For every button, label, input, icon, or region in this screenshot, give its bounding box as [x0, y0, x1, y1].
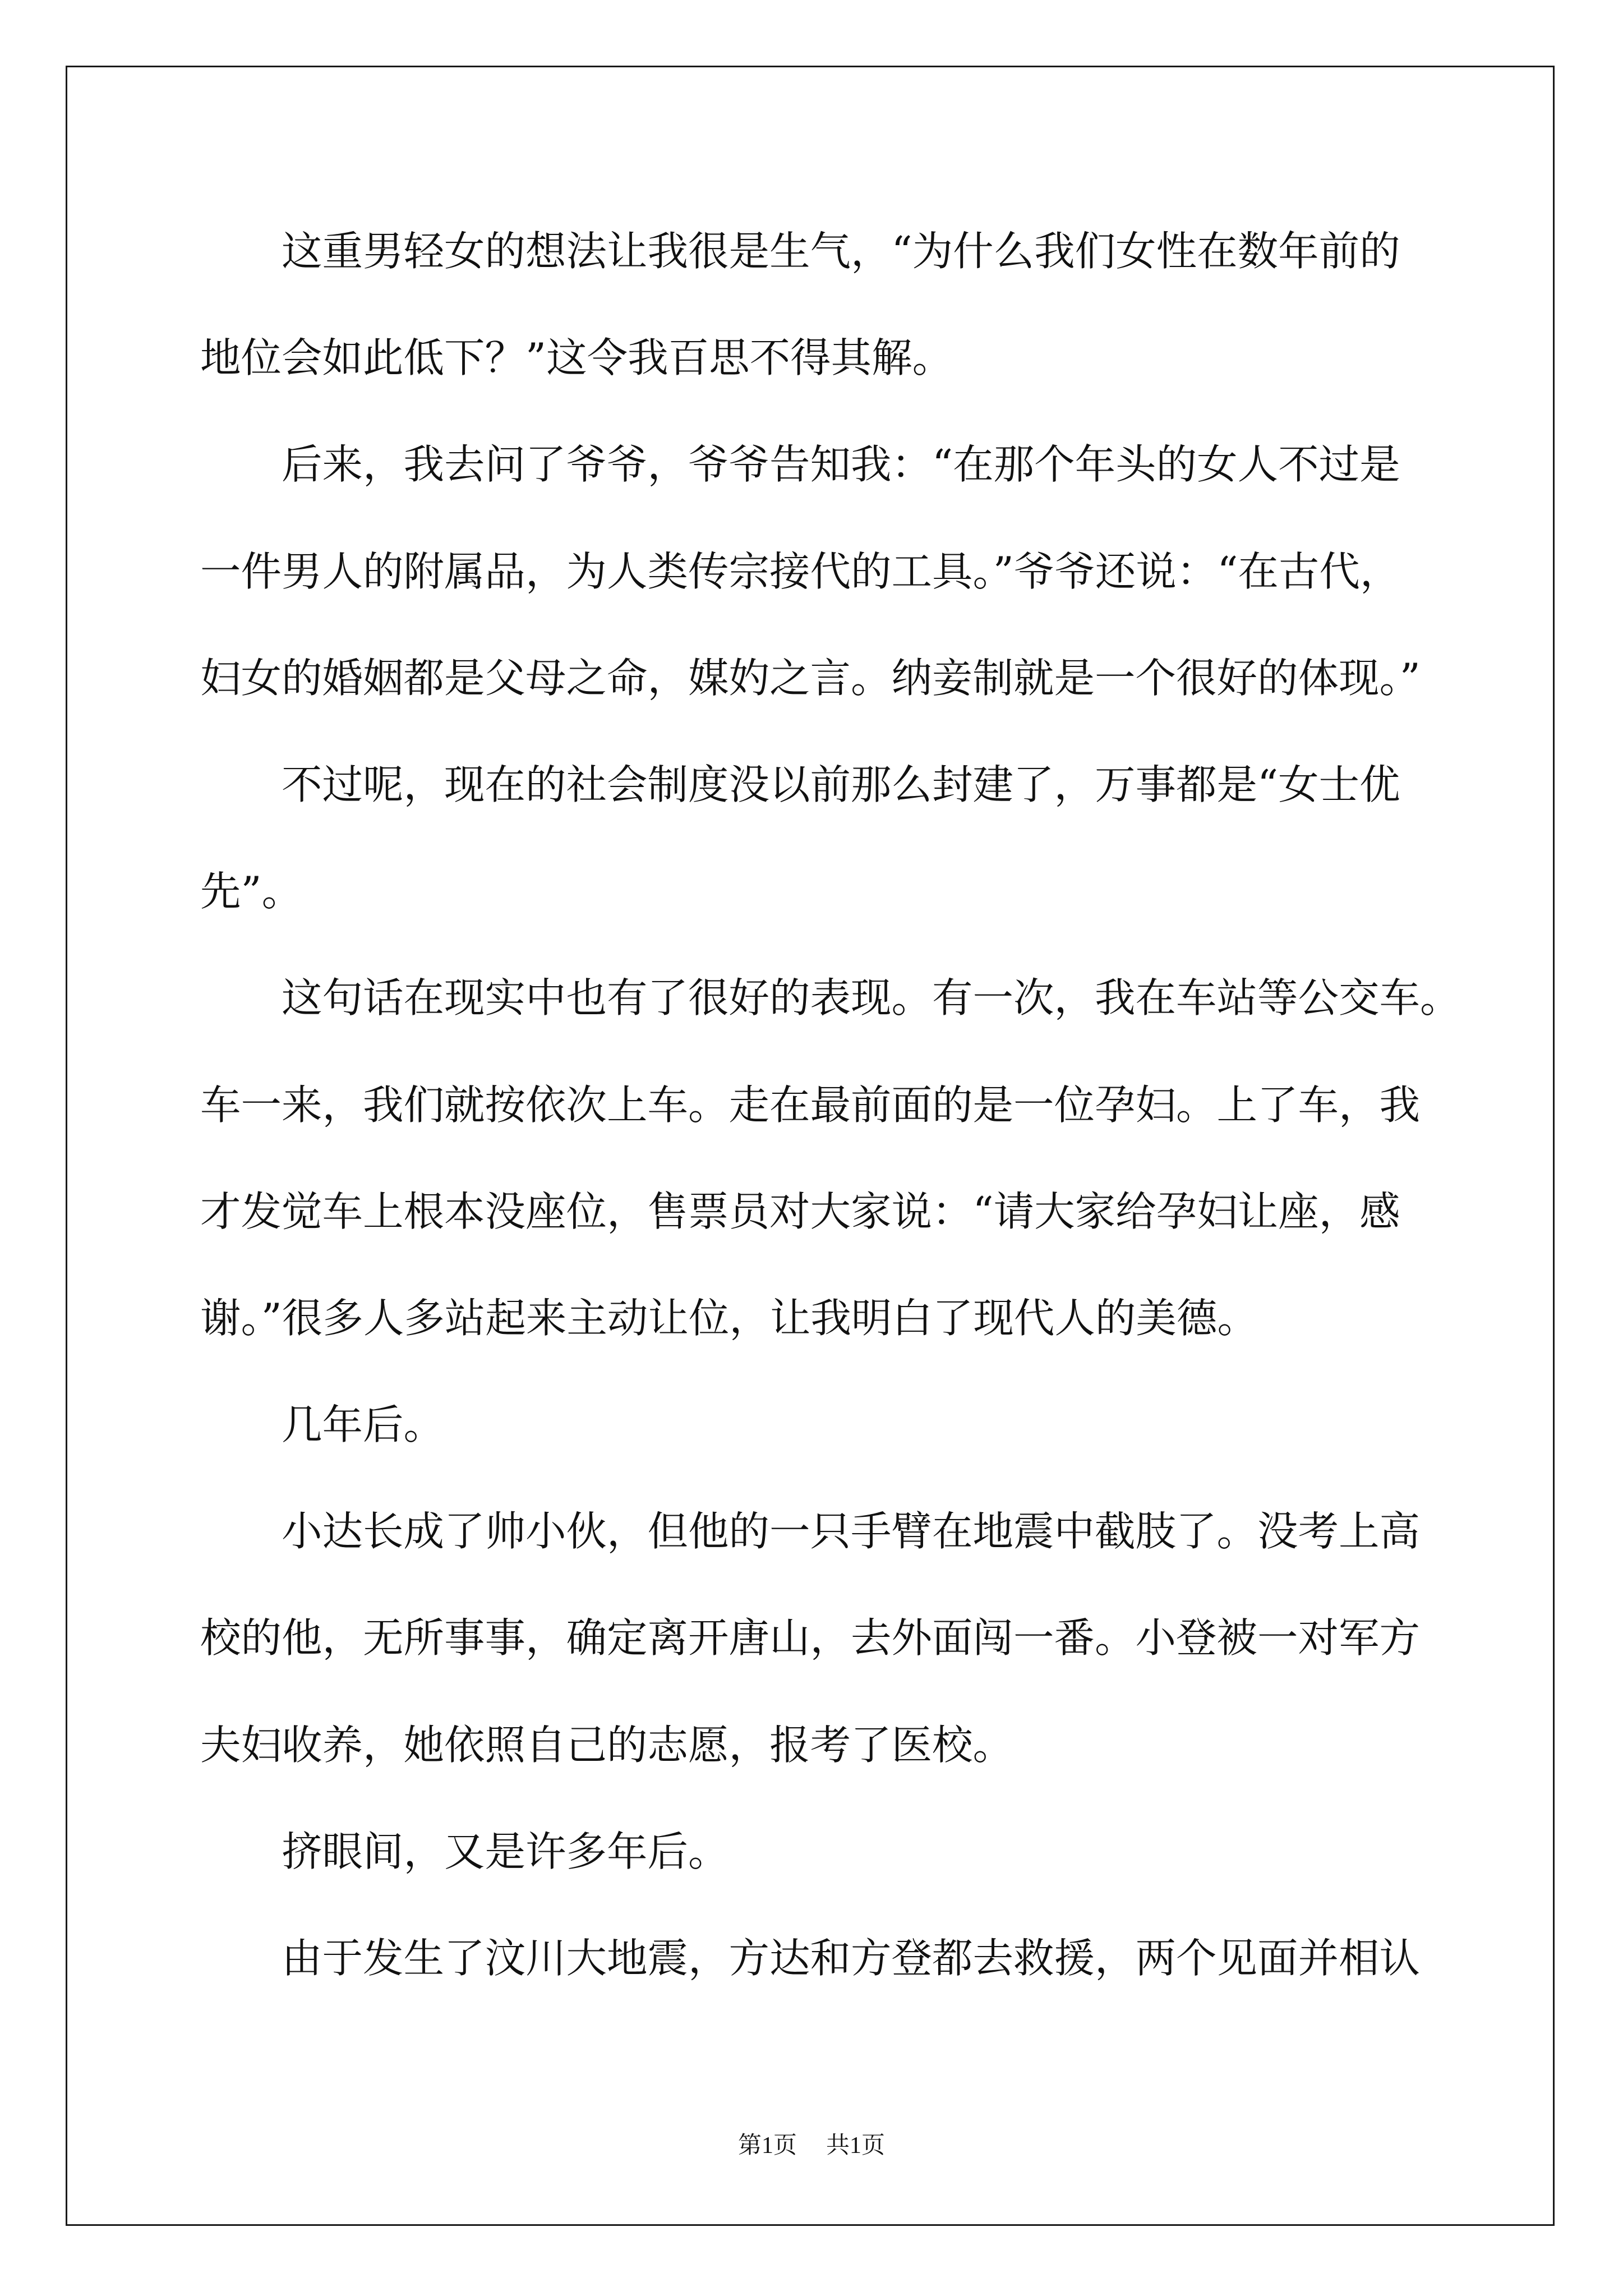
text-line: 后来，我去问了爷爷，爷爷告知我：“在那个年头的女人不过是 [282, 441, 1400, 489]
body-text [200, 199, 1546, 2012]
paragraph [200, 199, 1546, 412]
text-line: 挤眼间，又是许多年后。 [282, 1828, 729, 1876]
text-line: 这重男轻女的想法让我很是生气，“为什么我们女性在数年前的 [282, 228, 1400, 275]
text-line: 小达长成了帅小伙，但他的一只手臂在地震中截肢了。没考上高 [282, 1508, 1420, 1556]
page-count-total: 共1页 [826, 2133, 886, 2159]
text-line: 先”。 [200, 868, 303, 916]
page-number-current: 第1页 [737, 2133, 797, 2159]
paragraph [200, 1906, 1546, 2012]
text-line: 由于发生了汶川大地震，方达和方登都去救援，两个见面并相认 [282, 1935, 1420, 1982]
paragraph [200, 1372, 1546, 1479]
paragraph [200, 945, 1546, 1372]
text-line: 才发觉车上根本没座位，售票员对大家说：“请大家给孕妇让座，感 [200, 1188, 1400, 1236]
text-line: 这句话在现实中也有了很好的表现。有一次，我在车站等公交车。 [282, 975, 1461, 1023]
text-line: 一件男人的附属品，为人类传宗接代的工具。”爷爷还说：“在古代， [200, 548, 1401, 596]
page-footer [0, 2132, 1623, 2160]
text-line: 几年后。 [282, 1402, 444, 1450]
paragraph [200, 732, 1546, 945]
text-line: 地位会如此低下？”这令我百思不得其解。 [200, 335, 953, 383]
paragraph [200, 412, 1546, 732]
text-line: 谢。”很多人多站起来主动让位，让我明白了现代人的美德。 [200, 1295, 1258, 1342]
text-line: 车一来，我们就按依次上车。走在最前面的是一位孕妇。上了车，我 [200, 1082, 1420, 1129]
text-line: 不过呢，现在的社会制度没以前那么封建了，万事都是“女士优 [282, 761, 1400, 809]
paragraph [200, 1479, 1546, 1799]
text-line: 校的他，无所事事，确定离开唐山，去外面闯一番。小登被一对军方 [200, 1615, 1420, 1663]
text-line: 妇女的婚姻都是父母之命，媒妁之言。纳妾制就是一个很好的体现。” [200, 655, 1421, 702]
text-line: 夫妇收养，她依照自己的志愿，报考了医校。 [200, 1722, 1013, 1769]
paragraph [200, 1799, 1546, 1906]
